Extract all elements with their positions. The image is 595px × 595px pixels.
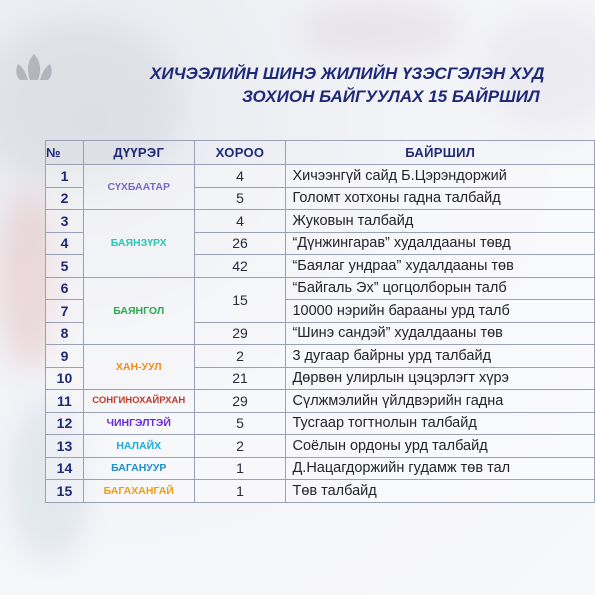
- khoroo-cell: 29: [194, 322, 286, 345]
- table-header-row: [46, 141, 595, 165]
- row-number: 8: [46, 322, 84, 345]
- district-cell: БАЯНЗҮРХ: [83, 210, 194, 278]
- table-row: [46, 480, 595, 503]
- location-cell: Соёлын ордоны урд талбайд: [286, 435, 595, 458]
- location-cell: 3 дугаар байрны урд талбайд: [286, 345, 595, 368]
- location-cell: Төв талбайд: [286, 480, 595, 503]
- location-cell: “Шинэ сандэй” худалдааны төв: [286, 322, 595, 345]
- table-row: [46, 435, 595, 458]
- location-cell: Сүлжмэлийн үйлдвэрийн гадна: [286, 390, 595, 413]
- location-cell: Тусгаар тогтнолын талбайд: [286, 412, 595, 435]
- district-cell: БАЯНГОЛ: [83, 277, 194, 345]
- khoroo-cell: 4: [194, 210, 286, 233]
- khoroo-cell: 26: [194, 232, 286, 255]
- location-cell: 10000 нэрийн барааны урд талб: [286, 300, 595, 323]
- row-number: 9: [46, 345, 84, 368]
- table-row: [46, 457, 595, 480]
- khoroo-cell: 1: [194, 457, 286, 480]
- table-row: [46, 165, 595, 188]
- district-cell: БАГАНУУР: [83, 457, 194, 480]
- district-cell: ЧИНГЭЛТЭЙ: [83, 412, 194, 435]
- location-cell: “Баялаг ундраа” худалдааны төв: [286, 255, 595, 278]
- location-cell: “Байгаль Эх” цогцолборын талб: [286, 277, 595, 300]
- district-cell: НАЛАЙХ: [83, 435, 194, 458]
- table-row: [46, 412, 595, 435]
- khoroo-cell: 5: [194, 412, 286, 435]
- location-cell: “Дүнжингарав” худалдааны төвд: [286, 232, 595, 255]
- khoroo-cell: 15: [194, 277, 286, 322]
- location-cell: Голомт хотхоны гадна талбайд: [286, 187, 595, 210]
- khoroo-cell: 2: [194, 435, 286, 458]
- page-title: [150, 62, 595, 108]
- row-number: 15: [46, 480, 84, 503]
- location-cell: Дөрвөн улирлын цэцэрлэгт хүрэ: [286, 367, 595, 390]
- row-number: 6: [46, 277, 84, 300]
- header-khoroo: ХОРОО: [194, 141, 286, 165]
- row-number: 3: [46, 210, 84, 233]
- header-district: ДҮҮРЭГ: [83, 141, 194, 165]
- row-number: 10: [46, 367, 84, 390]
- district-cell: БАГАХАНГАЙ: [83, 480, 194, 503]
- khoroo-cell: 29: [194, 390, 286, 413]
- row-number: 14: [46, 457, 84, 480]
- location-cell: Хичээнгүй сайд Б.Цэрэндоржий: [286, 165, 595, 188]
- header-location: БАЙРШИЛ: [286, 141, 595, 165]
- table-row: [46, 390, 595, 413]
- district-cell: СҮХБААТАР: [83, 165, 194, 210]
- row-number: 5: [46, 255, 84, 278]
- table-row: [46, 277, 595, 300]
- row-number: 1: [46, 165, 84, 188]
- khoroo-cell: 2: [194, 345, 286, 368]
- row-number: 11: [46, 390, 84, 413]
- adidas-trefoil-icon: [8, 50, 60, 84]
- location-cell: Д.Нацагдоржийн гудамж төв тал: [286, 457, 595, 480]
- khoroo-cell: 5: [194, 187, 286, 210]
- locations-table: [45, 140, 595, 503]
- district-cell: ХАН-УУЛ: [83, 345, 194, 390]
- row-number: 4: [46, 232, 84, 255]
- khoroo-cell: 4: [194, 165, 286, 188]
- row-number: 2: [46, 187, 84, 210]
- khoroo-cell: 1: [194, 480, 286, 503]
- header-no: №: [46, 141, 84, 165]
- district-cell: СОНГИНОХАЙРХАН: [83, 390, 194, 413]
- table-row: [46, 345, 595, 368]
- title-line-2: ЗОХИОН БАЙГУУЛАХ 15 БАЙРШИЛ: [242, 87, 540, 106]
- khoroo-cell: 21: [194, 367, 286, 390]
- table-row: [46, 210, 595, 233]
- row-number: 7: [46, 300, 84, 323]
- title-line-1: ХИЧЭЭЛИЙН ШИНЭ ЖИЛИЙН ҮЗЭСГЭЛЭН ХУД: [150, 64, 545, 83]
- row-number: 13: [46, 435, 84, 458]
- row-number: 12: [46, 412, 84, 435]
- location-cell: Жуковын талбайд: [286, 210, 595, 233]
- khoroo-cell: 42: [194, 255, 286, 278]
